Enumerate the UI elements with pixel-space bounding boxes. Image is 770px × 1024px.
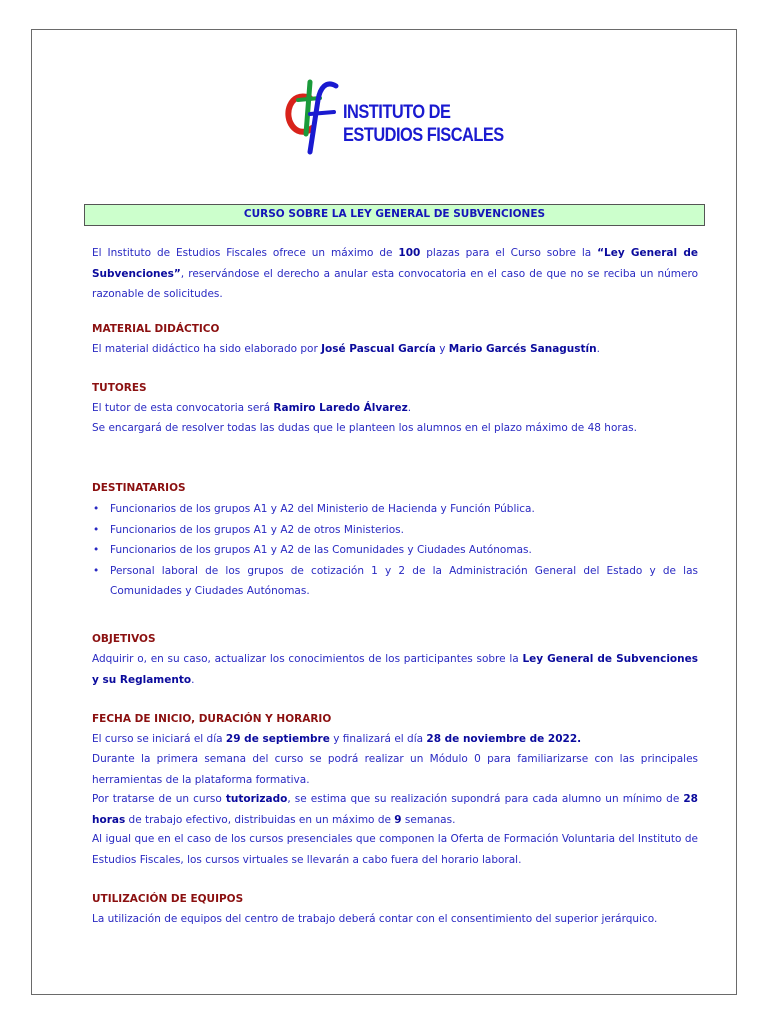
intro-paragraph: El Instituto de Estudios Fiscales ofrece un máximo de 100 plazas para el Curso sobre la “Ley General de Subvenciones”, reservándose el derecho a anular esta convocatoria en el caso de que no se reciba un número razonable de solicitudes.: [92, 247, 698, 300]
ief-logo: [280, 78, 520, 156]
list-item: • Personal laboral de los grupos de cotización 1 y 2 de la Administración General del Estado y de las Comunidades y Ciudades Autónomas.: [93, 564, 698, 597]
list-item: • Funcionarios de los grupos A1 y A2 de las Comunidades y Ciudades Autónomas.: [93, 544, 532, 556]
fecha-paragraph-3: Por tratarse de un curso tutorizado, se estima que su realización supondrá para cada alumno un mínimo de 28 horas de trabajo efectivo, distribuidas en un máximo de 9 semanas.: [92, 793, 698, 826]
course-title: CURSO SOBRE LA LEY GENERAL DE SUBVENCIONES: [84, 204, 705, 226]
material-paragraph: El material didáctico ha sido elaborado por José Pascual García y Mario Garcés Sanagustín.: [92, 343, 600, 355]
objetivos-heading: OBJETIVOS: [92, 633, 156, 645]
list-item: • Funcionarios de los grupos A1 y A2 del Ministerio de Hacienda y Función Pública.: [93, 503, 535, 515]
fecha-heading: FECHA DE INICIO, DURACIÓN Y HORARIO: [92, 713, 332, 725]
destinatarios-heading: DESTINATARIOS: [92, 482, 186, 494]
fecha-paragraph-2: Durante la primera semana del curso se podrá realizar un Módulo 0 para familiarizarse con las principales herramientas de la plataforma formativa.: [92, 753, 698, 786]
logo-title-line2: ESTUDIOS FISCALES: [343, 124, 504, 146]
tutores-paragraph: El tutor de esta convocatoria será Ramiro Laredo Álvarez.: [92, 402, 412, 414]
objetivos-paragraph: Adquirir o, en su caso, actualizar los conocimientos de los participantes sobre la Ley General de Subvenciones y su Reglamento.: [92, 653, 698, 686]
ief-logo-emblem-icon: [280, 78, 344, 156]
destinatarios-list: [92, 499, 698, 602]
fecha-paragraph-1: El curso se iniciará el día 29 de septiembre y finalizará el día 28 de noviembre de 2022.: [92, 733, 582, 745]
tutores-heading: TUTORES: [92, 382, 147, 394]
equipos-paragraph: La utilización de equipos del centro de trabajo deberá contar con el consentimiento del superior jerárquico.: [92, 913, 658, 925]
fecha-paragraph-4: Al igual que en el caso de los cursos presenciales que componen la Oferta de Formación Voluntaria del Instituto de Estudios Fiscales, los cursos virtuales se llevarán a cabo fuera del horario laboral.: [92, 833, 698, 866]
list-item: • Funcionarios de los grupos A1 y A2 de otros Ministerios.: [93, 523, 404, 536]
tutores-paragraph-2: Se encargará de resolver todas las dudas que le planteen los alumnos en el plazo máximo de 48 horas.: [92, 422, 637, 434]
document-page: [31, 29, 737, 995]
logo-title-line1: INSTITUTO DE: [343, 101, 451, 123]
material-heading: MATERIAL DIDÁCTICO: [92, 323, 220, 335]
equipos-heading: UTILIZACIÓN DE EQUIPOS: [92, 893, 244, 905]
